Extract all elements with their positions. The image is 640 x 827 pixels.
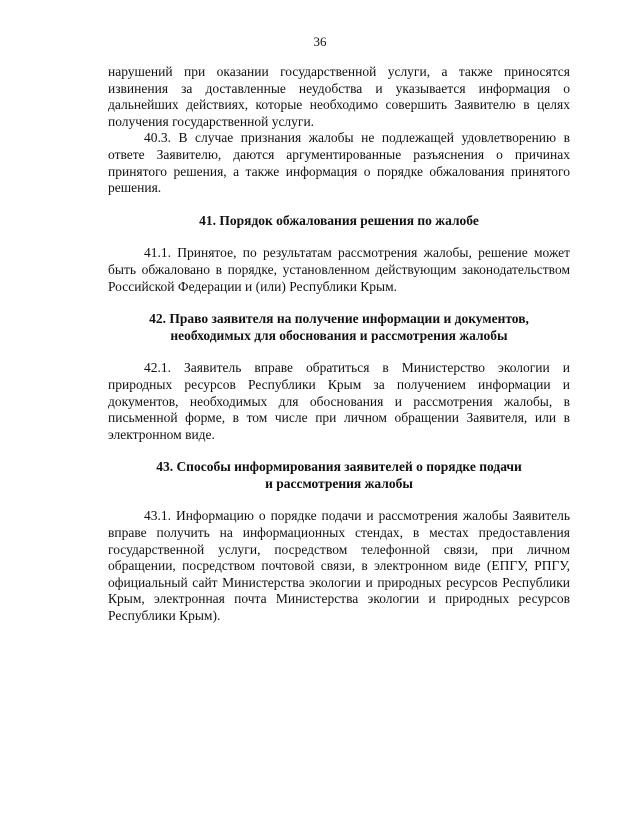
paragraph-40-3: 40.3. В случае признания жалобы не подлежащей удовлетворению в ответе Заявителю, даются аргументированные разъяснения о причинах принятого решения, а также информация о порядке обжалования принятого решения. — [108, 130, 570, 196]
section-heading-41: 41. Порядок обжалования решения по жалобе — [199, 212, 479, 228]
section-heading-42-line-2: необходимых для обоснования и рассмотрения жалобы — [170, 327, 508, 343]
paragraph-41-1: 41.1. Принятое, по результатам рассмотрения жалобы, решение может быть обжаловано в порядке, установленном действующим законодательством Российской Федерации и (или) Республики Крым. — [108, 245, 570, 294]
spacer — [108, 295, 570, 311]
spacer — [108, 344, 570, 360]
paragraph-43-1: 43.1. Информацию о порядке подачи и рассмотрения жалобы Заявитель вправе получить на информационных стендах, в местах предоставления государственной услуги, посредством телефонной связи, при личном обращении, посредством почтовой связи, в электронном виде (ЕПГУ, РПГУ, официальный сайт Министерства экологии и природных ресурсов Республики Крым, электронная почта Министерства экологии и природных ресурсов Республики Крым). — [108, 508, 570, 624]
page-number: 36 — [313, 34, 327, 49]
section-heading-42-line-1: 42. Право заявителя на получение информации и документов, — [149, 311, 529, 327]
spacer — [108, 197, 570, 213]
paragraph-42-1: 42.1. Заявитель вправе обратиться в Министерство экологии и природных ресурсов Республики Крым за получением информации и документов, необходимых для обоснования и рассмотрения жалобы, в письменной форме, в том числе при личном обращении Заявителя, или в электронном виде. — [108, 360, 570, 442]
spacer — [108, 229, 570, 245]
section-heading-43-line-1: 43. Способы информирования заявителей о порядке подачи — [156, 459, 522, 475]
spacer — [108, 492, 570, 508]
paragraph-continuation: нарушений при оказании государственной услуги, а также приносятся извинения за доставленные неудобства и указывается информация о дальнейших действиях, которые необходимо совершить Заявителю в целях получения государственной услуги. — [108, 64, 570, 129]
section-heading-42 — [108, 311, 570, 344]
section-heading-43-line-2: и рассмотрения жалобы — [265, 475, 413, 491]
section-heading-43 — [108, 459, 570, 492]
document-body — [108, 64, 570, 625]
spacer — [108, 443, 570, 459]
